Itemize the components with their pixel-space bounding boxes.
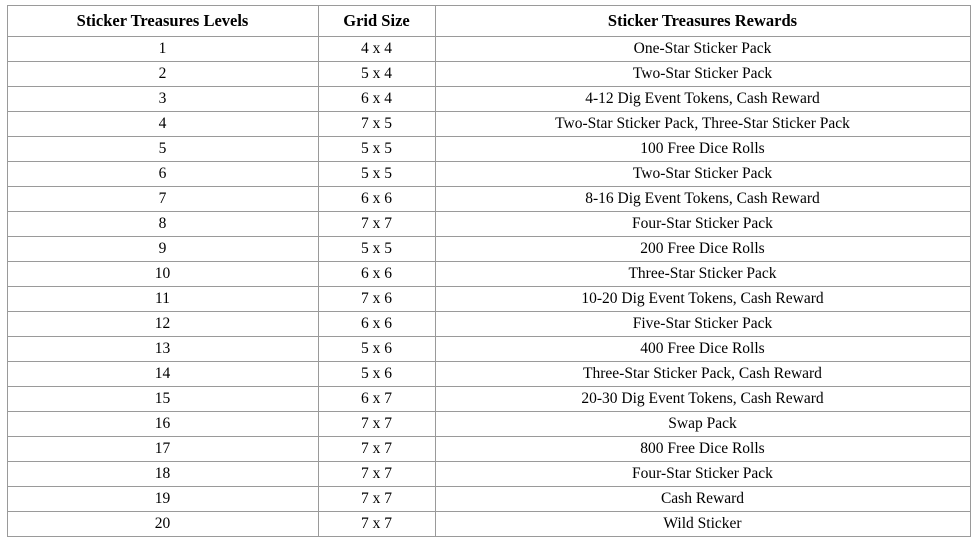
- cell-reward: Wild Sticker: [435, 512, 970, 537]
- table-row: [7, 437, 970, 462]
- cell-reward: 20-30 Dig Event Tokens, Cash Reward: [435, 387, 970, 412]
- cell-level: 16: [7, 412, 318, 437]
- table-row: [7, 312, 970, 337]
- cell-reward: 800 Free Dice Rolls: [435, 437, 970, 462]
- cell-reward: 200 Free Dice Rolls: [435, 237, 970, 262]
- cell-reward: Three-Star Sticker Pack: [435, 262, 970, 287]
- cell-level: 20: [7, 512, 318, 537]
- cell-grid: 5 x 5: [318, 137, 435, 162]
- cell-level: 15: [7, 387, 318, 412]
- cell-level: 19: [7, 487, 318, 512]
- cell-reward: 100 Free Dice Rolls: [435, 137, 970, 162]
- cell-reward: Swap Pack: [435, 412, 970, 437]
- table-row: [7, 387, 970, 412]
- cell-grid: 5 x 5: [318, 237, 435, 262]
- cell-reward: One-Star Sticker Pack: [435, 37, 970, 62]
- table-row: [7, 112, 970, 137]
- cell-grid: 6 x 6: [318, 187, 435, 212]
- cell-level: 9: [7, 237, 318, 262]
- table-row: [7, 212, 970, 237]
- cell-grid: 6 x 7: [318, 387, 435, 412]
- cell-reward: Cash Reward: [435, 487, 970, 512]
- table-header-row: [7, 6, 970, 37]
- cell-reward: 10-20 Dig Event Tokens, Cash Reward: [435, 287, 970, 312]
- cell-reward: Four-Star Sticker Pack: [435, 212, 970, 237]
- cell-grid: 7 x 7: [318, 212, 435, 237]
- cell-grid: 7 x 7: [318, 412, 435, 437]
- column-header-grid-size: Grid Size: [318, 6, 435, 37]
- cell-grid: 7 x 7: [318, 487, 435, 512]
- table-row: [7, 487, 970, 512]
- cell-grid: 7 x 5: [318, 112, 435, 137]
- cell-level: 5: [7, 137, 318, 162]
- cell-level: 12: [7, 312, 318, 337]
- cell-level: 6: [7, 162, 318, 187]
- table-row: [7, 412, 970, 437]
- column-header-levels: Sticker Treasures Levels: [7, 6, 318, 37]
- cell-level: 14: [7, 362, 318, 387]
- table-row: [7, 462, 970, 487]
- cell-level: 17: [7, 437, 318, 462]
- cell-grid: 4 x 4: [318, 37, 435, 62]
- table-row: [7, 162, 970, 187]
- table-row: [7, 237, 970, 262]
- cell-grid: 6 x 6: [318, 312, 435, 337]
- cell-grid: 6 x 4: [318, 87, 435, 112]
- cell-level: 1: [7, 37, 318, 62]
- cell-grid: 5 x 6: [318, 337, 435, 362]
- cell-level: 4: [7, 112, 318, 137]
- table-row: [7, 37, 970, 62]
- table-row: [7, 262, 970, 287]
- table-row: [7, 287, 970, 312]
- cell-level: 3: [7, 87, 318, 112]
- table-header: [7, 6, 970, 37]
- cell-reward: Two-Star Sticker Pack: [435, 162, 970, 187]
- cell-grid: 7 x 7: [318, 512, 435, 537]
- cell-level: 8: [7, 212, 318, 237]
- cell-level: 11: [7, 287, 318, 312]
- table-body: [7, 37, 970, 537]
- cell-grid: 7 x 7: [318, 462, 435, 487]
- cell-reward: 8-16 Dig Event Tokens, Cash Reward: [435, 187, 970, 212]
- table-row: [7, 337, 970, 362]
- table-row: [7, 62, 970, 87]
- cell-grid: 7 x 7: [318, 437, 435, 462]
- cell-reward: Three-Star Sticker Pack, Cash Reward: [435, 362, 970, 387]
- sticker-treasures-rewards-table: [7, 5, 971, 537]
- table-row: [7, 87, 970, 112]
- cell-grid: 5 x 6: [318, 362, 435, 387]
- table-row: [7, 362, 970, 387]
- cell-reward: Two-Star Sticker Pack, Three-Star Sticker Pack: [435, 112, 970, 137]
- cell-reward: Five-Star Sticker Pack: [435, 312, 970, 337]
- column-header-rewards: Sticker Treasures Rewards: [435, 6, 970, 37]
- cell-level: 10: [7, 262, 318, 287]
- table-row: [7, 187, 970, 212]
- cell-grid: 7 x 6: [318, 287, 435, 312]
- cell-reward: Four-Star Sticker Pack: [435, 462, 970, 487]
- cell-grid: 5 x 5: [318, 162, 435, 187]
- cell-level: 18: [7, 462, 318, 487]
- cell-grid: 5 x 4: [318, 62, 435, 87]
- table-row: [7, 137, 970, 162]
- cell-grid: 6 x 6: [318, 262, 435, 287]
- cell-level: 13: [7, 337, 318, 362]
- cell-reward: Two-Star Sticker Pack: [435, 62, 970, 87]
- cell-level: 7: [7, 187, 318, 212]
- cell-level: 2: [7, 62, 318, 87]
- cell-reward: 400 Free Dice Rolls: [435, 337, 970, 362]
- cell-reward: 4-12 Dig Event Tokens, Cash Reward: [435, 87, 970, 112]
- table-row: [7, 512, 970, 537]
